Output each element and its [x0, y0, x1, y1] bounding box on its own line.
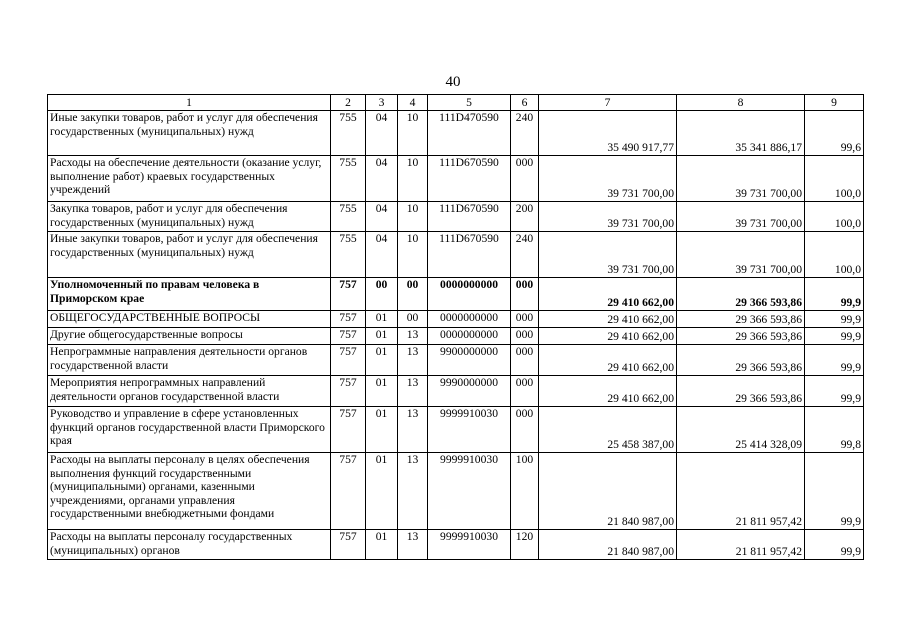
- row-target-article-cell: 111D670590: [428, 232, 511, 278]
- row-admin-code-cell: 757: [331, 345, 366, 376]
- row-subsection-cell: 13: [398, 453, 428, 530]
- row-executed-amount-cell: 21 811 957,42: [677, 530, 805, 560]
- row-expense-type-cell: 120: [511, 530, 539, 560]
- row-name-cell: Непрограммные направления деятельности органов государственной власти: [48, 345, 331, 376]
- row-planned-amount-cell: 29 410 662,00: [539, 328, 677, 345]
- row-planned-amount-cell: 35 490 917,77: [539, 111, 677, 156]
- row-expense-type-cell: 000: [511, 376, 539, 407]
- table-row: [48, 311, 864, 328]
- row-expense-type-cell: 240: [511, 232, 539, 278]
- row-admin-code-cell: 757: [331, 407, 366, 453]
- row-target-article-cell: 9999910030: [428, 453, 511, 530]
- col-header-7: 7: [539, 95, 677, 111]
- row-name-cell: Иные закупки товаров, работ и услуг для обеспечения государственных (муниципальных) нужд: [48, 111, 331, 156]
- row-target-article-cell: 9999910030: [428, 530, 511, 560]
- row-section-cell: 01: [366, 407, 398, 453]
- row-section-cell: 04: [366, 202, 398, 232]
- table-row: [48, 111, 864, 156]
- row-name-cell: Расходы на выплаты персоналу в целях обеспечения выполнения функций государственными (муниципальными) органами, казенными учреждениями, органами управления государственными внебюджетными фондами: [48, 453, 331, 530]
- col-header-9: 9: [805, 95, 864, 111]
- row-planned-amount-cell: 29 410 662,00: [539, 345, 677, 376]
- row-percent-cell: 100,0: [805, 156, 864, 202]
- row-admin-code-cell: 755: [331, 156, 366, 202]
- row-section-cell: 04: [366, 232, 398, 278]
- row-expense-type-cell: 240: [511, 111, 539, 156]
- page-number: 40: [445, 74, 461, 90]
- row-target-article-cell: 9900000000: [428, 345, 511, 376]
- row-planned-amount-cell: 29 410 662,00: [539, 311, 677, 328]
- row-target-article-cell: 9999910030: [428, 407, 511, 453]
- row-executed-amount-cell: 21 811 957,42: [677, 453, 805, 530]
- table-row: [48, 328, 864, 345]
- table-row: [48, 376, 864, 407]
- row-admin-code-cell: 755: [331, 111, 366, 156]
- row-percent-cell: 99,9: [805, 311, 864, 328]
- row-section-cell: 04: [366, 156, 398, 202]
- table-row: [48, 278, 864, 311]
- col-header-3: 3: [366, 95, 398, 111]
- row-subsection-cell: 10: [398, 232, 428, 278]
- row-admin-code-cell: 757: [331, 311, 366, 328]
- row-percent-cell: 100,0: [805, 202, 864, 232]
- row-planned-amount-cell: 25 458 387,00: [539, 407, 677, 453]
- row-planned-amount-cell: 39 731 700,00: [539, 156, 677, 202]
- row-executed-amount-cell: 29 366 593,86: [677, 311, 805, 328]
- row-executed-amount-cell: 39 731 700,00: [677, 156, 805, 202]
- row-executed-amount-cell: 29 366 593,86: [677, 376, 805, 407]
- row-executed-amount-cell: 29 366 593,86: [677, 278, 805, 311]
- row-percent-cell: 99,9: [805, 278, 864, 311]
- table-row: [48, 453, 864, 530]
- row-section-cell: 01: [366, 376, 398, 407]
- row-section-cell: 04: [366, 111, 398, 156]
- row-target-article-cell: 111D670590: [428, 156, 511, 202]
- row-section-cell: 01: [366, 530, 398, 560]
- row-admin-code-cell: 757: [331, 530, 366, 560]
- table-row: [48, 345, 864, 376]
- row-executed-amount-cell: 35 341 886,17: [677, 111, 805, 156]
- row-admin-code-cell: 757: [331, 328, 366, 345]
- row-executed-amount-cell: 29 366 593,86: [677, 345, 805, 376]
- row-section-cell: 00: [366, 278, 398, 311]
- row-planned-amount-cell: 29 410 662,00: [539, 278, 677, 311]
- row-target-article-cell: 0000000000: [428, 328, 511, 345]
- row-target-article-cell: 111D470590: [428, 111, 511, 156]
- row-executed-amount-cell: 39 731 700,00: [677, 232, 805, 278]
- row-name-cell: Иные закупки товаров, работ и услуг для обеспечения государственных (муниципальных) нужд: [48, 232, 331, 278]
- row-admin-code-cell: 757: [331, 453, 366, 530]
- row-percent-cell: 99,9: [805, 376, 864, 407]
- col-header-2: 2: [331, 95, 366, 111]
- row-subsection-cell: 10: [398, 111, 428, 156]
- row-section-cell: 01: [366, 328, 398, 345]
- row-admin-code-cell: 757: [331, 278, 366, 311]
- row-expense-type-cell: 000: [511, 328, 539, 345]
- row-expense-type-cell: 000: [511, 407, 539, 453]
- row-target-article-cell: 9990000000: [428, 376, 511, 407]
- row-section-cell: 01: [366, 311, 398, 328]
- row-admin-code-cell: 755: [331, 232, 366, 278]
- row-planned-amount-cell: 39 731 700,00: [539, 202, 677, 232]
- col-header-1: 1: [48, 95, 331, 111]
- row-executed-amount-cell: 39 731 700,00: [677, 202, 805, 232]
- row-subsection-cell: 10: [398, 202, 428, 232]
- row-target-article-cell: 111D670590: [428, 202, 511, 232]
- row-admin-code-cell: 757: [331, 376, 366, 407]
- row-percent-cell: 99,8: [805, 407, 864, 453]
- row-name-cell: Уполномоченный по правам человека в Приморском крае: [48, 278, 331, 311]
- row-planned-amount-cell: 29 410 662,00: [539, 376, 677, 407]
- row-subsection-cell: 10: [398, 156, 428, 202]
- row-percent-cell: 99,6: [805, 111, 864, 156]
- row-name-cell: Другие общегосударственные вопросы: [48, 328, 331, 345]
- row-section-cell: 01: [366, 453, 398, 530]
- row-executed-amount-cell: 29 366 593,86: [677, 328, 805, 345]
- col-header-8: 8: [677, 95, 805, 111]
- table-row: [48, 407, 864, 453]
- row-percent-cell: 100,0: [805, 232, 864, 278]
- budget-table: [47, 94, 864, 560]
- row-expense-type-cell: 100: [511, 453, 539, 530]
- row-name-cell: Расходы на обеспечение деятельности (оказание услуг, выполнение работ) краевых государственных учреждений: [48, 156, 331, 202]
- row-executed-amount-cell: 25 414 328,09: [677, 407, 805, 453]
- row-target-article-cell: 0000000000: [428, 278, 511, 311]
- row-percent-cell: 99,9: [805, 345, 864, 376]
- header-row: [48, 95, 864, 111]
- row-name-cell: Мероприятия непрограммных направлений деятельности органов государственной власти: [48, 376, 331, 407]
- row-planned-amount-cell: 21 840 987,00: [539, 453, 677, 530]
- row-subsection-cell: 00: [398, 278, 428, 311]
- row-name-cell: ОБЩЕГОСУДАРСТВЕННЫЕ ВОПРОСЫ: [48, 311, 331, 328]
- table-row: [48, 232, 864, 278]
- row-percent-cell: 99,9: [805, 453, 864, 530]
- row-planned-amount-cell: 21 840 987,00: [539, 530, 677, 560]
- col-header-4: 4: [398, 95, 428, 111]
- table-row: [48, 202, 864, 232]
- table-row: [48, 156, 864, 202]
- row-expense-type-cell: 000: [511, 345, 539, 376]
- row-expense-type-cell: 200: [511, 202, 539, 232]
- row-expense-type-cell: 000: [511, 278, 539, 311]
- row-admin-code-cell: 755: [331, 202, 366, 232]
- row-expense-type-cell: 000: [511, 156, 539, 202]
- row-name-cell: Руководство и управление в сфере установленных функций органов государственной власти Приморского края: [48, 407, 331, 453]
- row-subsection-cell: 13: [398, 407, 428, 453]
- row-subsection-cell: 13: [398, 328, 428, 345]
- row-target-article-cell: 0000000000: [428, 311, 511, 328]
- row-subsection-cell: 13: [398, 376, 428, 407]
- row-subsection-cell: 00: [398, 311, 428, 328]
- row-expense-type-cell: 000: [511, 311, 539, 328]
- row-subsection-cell: 13: [398, 345, 428, 376]
- row-name-cell: Закупка товаров, работ и услуг для обеспечения государственных (муниципальных) нужд: [48, 202, 331, 232]
- col-header-6: 6: [511, 95, 539, 111]
- row-percent-cell: 99,9: [805, 530, 864, 560]
- row-section-cell: 01: [366, 345, 398, 376]
- col-header-5: 5: [428, 95, 511, 111]
- row-planned-amount-cell: 39 731 700,00: [539, 232, 677, 278]
- row-subsection-cell: 13: [398, 530, 428, 560]
- row-name-cell: Расходы на выплаты персоналу государственных (муниципальных) органов: [48, 530, 331, 560]
- row-percent-cell: 99,9: [805, 328, 864, 345]
- table-row: [48, 530, 864, 560]
